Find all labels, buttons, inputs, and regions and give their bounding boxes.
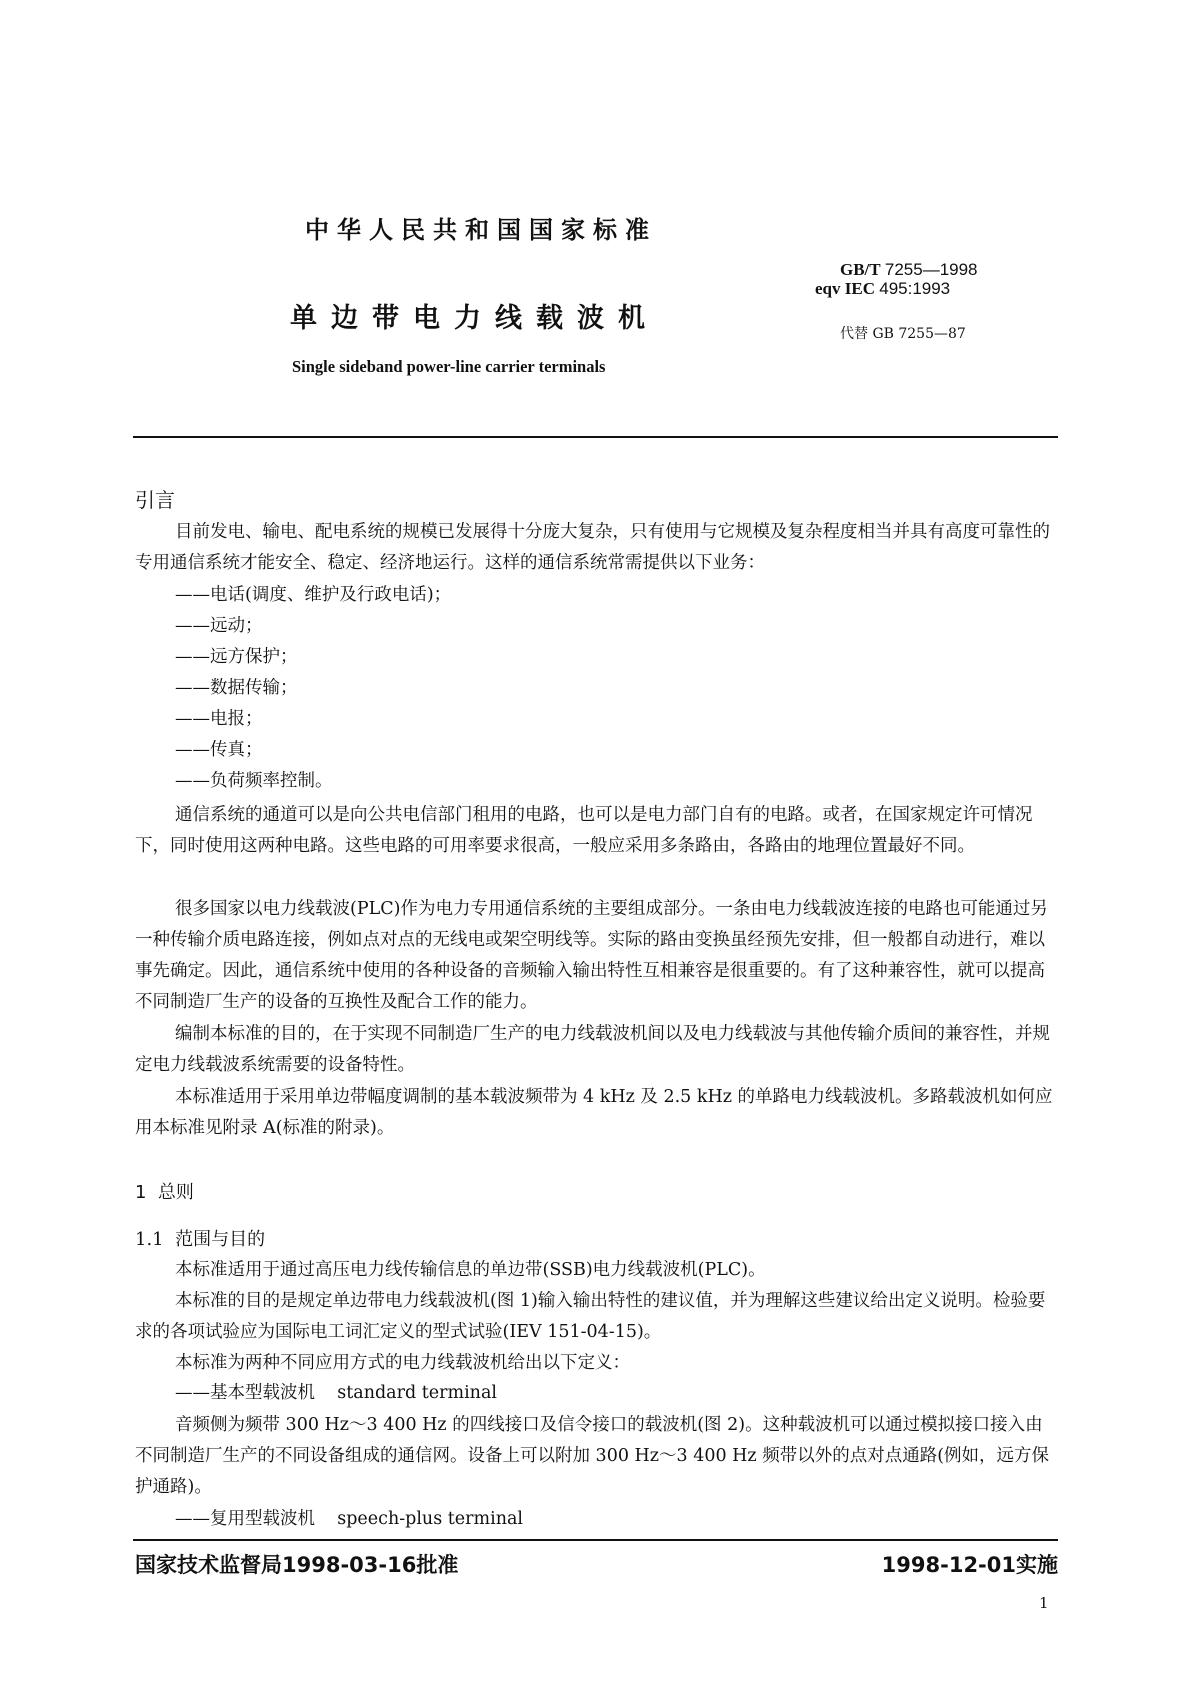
service-item: ——电报； — [175, 709, 263, 729]
equivalent-number: 495:1993 — [879, 279, 951, 298]
service-item: ——远动； — [175, 616, 263, 636]
service-item: ——电话(调度、维护及行政电话)； — [175, 585, 452, 605]
standard-code — [840, 260, 978, 279]
national-standard-heading: 中华人民共和国国家标准 — [305, 216, 657, 244]
equivalent-standard — [815, 279, 950, 298]
document-title-english: Single sideband power-line carrier terminals — [292, 357, 606, 376]
service-item: ——数据传输； — [175, 678, 298, 698]
document-title: 单边带电力线载波机 — [290, 303, 659, 334]
intro-heading: 引言 — [135, 488, 175, 512]
standard-code-prefix: GB/T — [840, 260, 881, 279]
service-item: ——负荷频率控制。 — [175, 771, 333, 791]
definition-speech-plus-terminal: ——复用型载波机 speech-plus terminal — [175, 1509, 523, 1529]
service-item: ——传真； — [175, 740, 263, 760]
intro-paragraph-2: 通信系统的通道可以是向公共电信部门租用的电路，也可以是电力部门自有的电路。或者，在国家规定许可情况下，同时使用这两种电路。这些电路的可用率要求很高，一般应采用多条路由，各路由的地理位置最好不同。 — [135, 805, 1033, 856]
page-number: 1 — [1039, 1594, 1049, 1612]
service-item: ——远方保护； — [175, 647, 298, 667]
section-1-1-heading: 1.1 范围与目的 — [135, 1229, 266, 1250]
replaces-standard: 代替 GB 7255—87 — [840, 326, 966, 342]
footer-divider — [133, 1539, 1058, 1541]
equivalent-prefix: eqv IEC — [815, 279, 875, 298]
intro-paragraph-1: 目前发电、输电、配电系统的规模已发展得十分庞大复杂，只有使用与它规模及复杂程度相当并具有高度可靠性的专用通信系统才能安全、稳定、经济地运行。这样的通信系统常需提供以下业务： — [135, 522, 1050, 573]
definition-standard-terminal: ——基本型载波机 standard terminal — [175, 1383, 497, 1403]
intro-paragraph-5: 本标准适用于采用单边带幅度调制的基本载波频带为 4 kHz 及 2.5 kHz 的单路电力线载波机。多路载波机如何应用本标准见附录 A(标准的附录)。 — [135, 1087, 1053, 1138]
section-1-1-paragraph-2: 本标准的目的是规定单边带电力线载波机(图 1)输入输出特性的建议值，并为理解这些建议给出定义说明。检验要求的各项试验应为国际电工词汇定义的型式试验(IEV 151-04-15)。 — [135, 1291, 1046, 1342]
standard-code-number: 7255—1998 — [884, 260, 978, 279]
approval-date: 国家技术监督局1998-03-16批准 — [135, 1553, 459, 1577]
intro-paragraph-4: 编制本标准的目的，在于实现不同制造厂生产的电力线载波机间以及电力线载波与其他传输介质间的兼容性，并规定电力线载波系统需要的设备特性。 — [135, 1024, 1050, 1075]
header-divider — [133, 436, 1058, 438]
section-1-1-paragraph-4: 音频侧为频带 300 Hz～3 400 Hz 的四线接口及信令接口的载波机(图 2)。这种载波机可以通过模拟接口接入由不同制造厂生产的不同设备组成的通信网。设备上可以附加 300 Hz～3 400 Hz 频带以外的点对点通路(例如，远方保护通路)。 — [135, 1415, 1050, 1497]
section-1-1-paragraph-1: 本标准适用于通过高压电力线传输信息的单边带(SSB)电力线载波机(PLC)。 — [175, 1260, 766, 1280]
section-1-1-paragraph-3: 本标准为两种不同应用方式的电力线载波机给出以下定义： — [175, 1353, 630, 1373]
section-1-heading: 1 总则 — [135, 1182, 194, 1203]
implementation-date: 1998-12-01实施 — [881, 1553, 1058, 1577]
intro-paragraph-3: 很多国家以电力线载波(PLC)作为电力专用通信系统的主要组成部分。一条由电力线载波连接的电路也可能通过另一种传输介质电路连接，例如点对点的无线电或架空明线等。实际的路由变换虽经预先安排，但一般都自动进行，难以事先确定。因此，通信系统中使用的各种设备的音频输入输出特性互相兼容是很重要的。有了这种兼容性，就可以提高不同制造厂生产的设备的互换性及配合工作的能力。 — [135, 899, 1048, 1012]
